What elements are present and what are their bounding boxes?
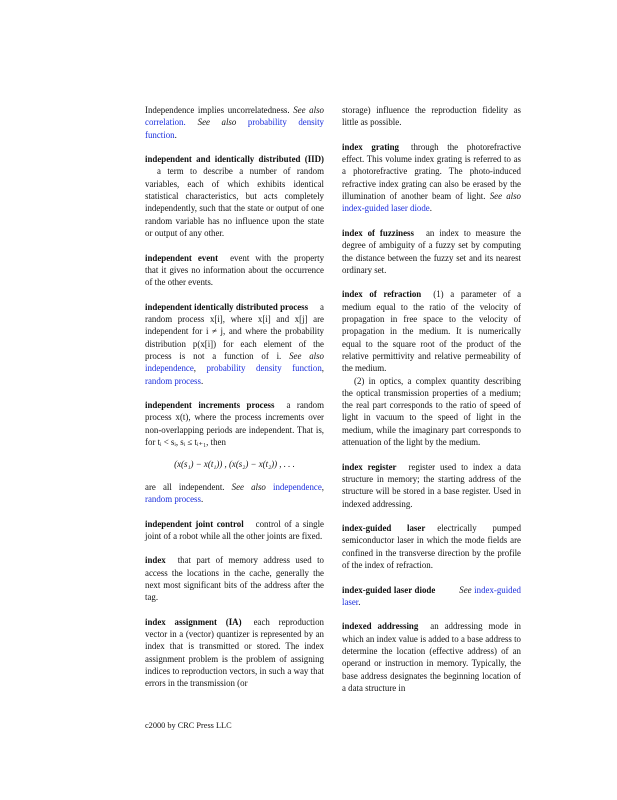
entry-indexed-addressing	[342, 620, 521, 694]
entry-independent-joint-control	[145, 518, 324, 543]
entry-term: independent event	[145, 252, 219, 263]
link-random-process[interactable]: random process	[145, 375, 201, 386]
link-index-guided-laser[interactable]: index-guided laser	[342, 584, 521, 607]
entry-term: independent and identically distributed (IID)	[145, 154, 324, 165]
left-column	[145, 104, 324, 702]
entry-iid-process: independent identically distributed process a random process x[i], where x[i] and x[j] are independent for i ≠ j, and where the probability distribution p(x[i]) for each element of the process is not a function of i. See also independence, probability density function, random process.	[145, 301, 324, 386]
link-independence[interactable]: independence	[272, 481, 322, 492]
entry-definition: an addressing mode in which an index value is added to a base address to determine the location (effective address) of an operand or instruction in memory. Typically, the base address designates the beginning location of a data structure in	[342, 621, 521, 693]
link-probability-density-function[interactable]: probability density function	[206, 363, 322, 374]
entry-index-of-fuzziness	[342, 227, 521, 276]
link-probability-density-function[interactable]: probability density function	[145, 117, 324, 140]
equation: (x(s₁) − x(t₁)) , (x(s₂) − x(t₂)) , . . .	[174, 459, 295, 470]
entry-index-register	[342, 461, 521, 510]
entry-definition: a term to describe a number of random variables, each of which exhibits identical statistical characteristics, but acts completely independently, such that the state or output of one random variable has no influence upon the state or output of any other.	[145, 166, 324, 238]
entry-term: index-guided laser	[342, 523, 426, 534]
entry-definition: register used to index a data structure in memory; the starting address of the structure will be stored in a base register. Used in indexed addressing.	[342, 461, 521, 509]
entry-definition: that part of memory address used to access the locations in the cache, generally the next most significant bits of the address after the tag.	[145, 555, 324, 603]
entry-index-grating: index grating through the photorefractive effect. This volume index grating is referred to as a photorefractive grating. The photo-induced refractive index grating can also be erased by the illumination of another beam of light. See also index-guided laser diode.	[342, 141, 521, 214]
link-independence[interactable]: independence	[145, 363, 194, 374]
entry-term: independent identically distributed process	[145, 301, 309, 312]
entry-definition: control of a single joint of a robot while all the other joints are fixed.	[145, 518, 325, 541]
link-correlation[interactable]: correlation.	[145, 117, 186, 128]
entry-definition: electrically pumped semiconductor laser in which the mode fields are confined in the transverse direction by the profile of the index of refraction.	[342, 523, 522, 570]
entry-term: index	[145, 555, 166, 566]
entry-term: index register	[342, 461, 397, 472]
entry-index-assignment-continued: storage) influence the reproduction fidelity as little as possible.	[342, 105, 521, 128]
entry-term: indexed addressing	[342, 621, 419, 632]
entry-definition: (1) a parameter of a medium equal to the ratio of the velocity of propagation in free space to the velocity of propagation in the medium. It is numerically equal to the square root of the product of the relative permittivity and relative permeability of the medium.	[342, 289, 522, 374]
entry-independence-continued: Independence implies uncorrelatedness. See also correlation. See also probability density function.	[145, 105, 324, 140]
right-column	[342, 104, 521, 707]
entry-definition: a random process x[i], where x[i] and x[j] are independent for i ≠ j, and where the probability distribution p(x[i]) for each element of the process is not a function of i.	[145, 301, 324, 361]
entry-definition: an index to measure the degree of ambiguity of a fuzzy set by computing the distance between the fuzzy set and its nearest ordinary set.	[342, 227, 521, 275]
link-index-guided-laser-diode[interactable]: index-guided laser diode	[342, 203, 430, 214]
entry-term: index of refraction	[342, 289, 422, 300]
entry-index-guided-laser-diode: index-guided laser diode See index-guided laser.	[342, 584, 521, 607]
entry-term: index grating	[342, 141, 399, 152]
link-random-process[interactable]: random process	[145, 493, 201, 504]
entry-index-of-refraction	[342, 288, 521, 448]
entry-definition-part-2: (2) in optics, a complex quantity describing the optical transmission properties of a medium; the real part corresponds to the ratio of speed of light in vacuum to the speed of light in the medium, while the imaginary part corresponds to attenuation of the light by the medium.	[342, 375, 521, 448]
entry-index-assignment	[145, 616, 324, 690]
entry-term: index of fuzziness	[342, 227, 414, 238]
entry-independent-event	[145, 252, 324, 289]
entry-index	[145, 554, 324, 603]
entry-term: index-guided laser diode	[342, 584, 436, 595]
entry-independent-increments-process: independent increments process a random process x(t), where the process increments over non-overlapping periods are independent. That is, for tᵢ < sᵢ, sᵢ ≤ tᵢ₊₁, then (x(s₁) − x(t₁)) , (x(s₂) − x(t₂)) , . . . are all independent. See also independence, random process.	[145, 400, 324, 504]
entry-iid	[145, 153, 324, 239]
entry-definition: a random process x(t), where the process increments over non-overlapping periods are independent. That is, for tᵢ < sᵢ, sᵢ ≤ tᵢ₊₁, then	[145, 400, 324, 448]
entry-term: independent increments process	[145, 400, 275, 411]
copyright-footer: c2000 by CRC Press LLC	[145, 721, 232, 730]
entry-term: index assignment (IA)	[145, 616, 242, 627]
entry-definition: through the photorefractive effect. This volume index grating is referred to as a photorefractive grating. The photo-induced refractive index grating can also be erased by the illumination of another beam of light.	[342, 141, 521, 202]
entry-index-guided-laser	[342, 522, 521, 571]
entry-definition: event with the property that it gives no information about the occurrence of the other events.	[145, 252, 325, 288]
entry-definition: each reproduction vector in a (vector) quantizer is represented by an index that is transmitted or stored. The index assignment problem is the problem of assigning indices to reproduction vectors, in such a way that errors in the transmission (or	[145, 616, 324, 689]
entry-term: independent joint control	[145, 518, 244, 529]
